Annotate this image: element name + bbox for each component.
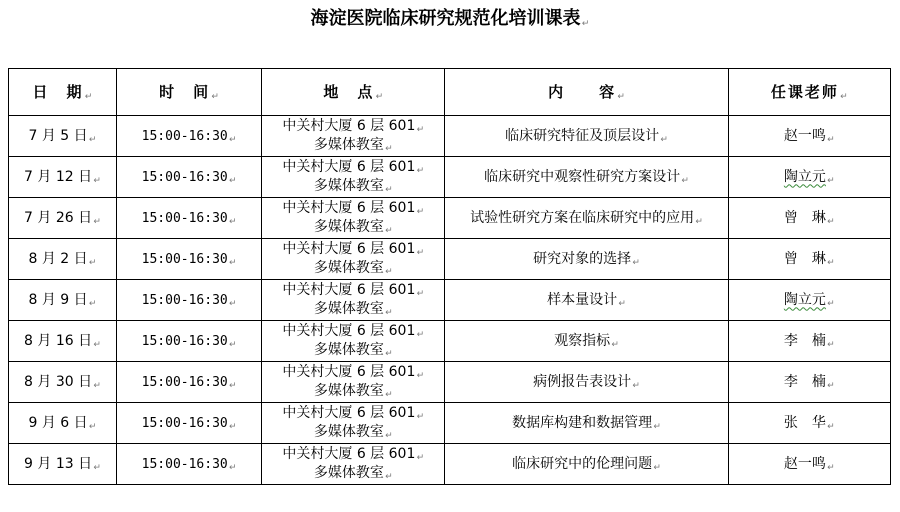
date-cell (9, 239, 117, 280)
content-cell (445, 198, 728, 239)
location-cell (262, 444, 445, 485)
content-text: 试验性研究方案在临床研究中的应用 (470, 209, 695, 226)
paragraph-mark-icon: ↵ (93, 339, 101, 350)
paragraph-mark-icon: ↵ (228, 257, 237, 268)
time-text: 15:00-16:30 (141, 374, 228, 390)
paragraph-mark-icon: ↵ (385, 267, 393, 277)
date-cell (9, 157, 117, 198)
paragraph-mark-icon: ↵ (416, 248, 425, 258)
paragraph-mark-icon: ↵ (660, 134, 668, 145)
location-line1: 中关村大厦 6 层 601 (282, 282, 416, 298)
time-cell (117, 362, 262, 403)
content-text: 数据库构建和数据管理 (512, 414, 653, 431)
content-text: 临床研究中观察性研究方案设计 (484, 168, 681, 185)
date-text: 7 月 26 日 (24, 209, 93, 226)
teacher-text: 曾 琳 (783, 209, 826, 226)
date-text: 7 月 12 日 (24, 168, 93, 185)
table-row (9, 444, 891, 485)
table-row (9, 239, 891, 280)
paragraph-mark-icon: ↵ (211, 91, 219, 102)
time-cell (117, 157, 262, 198)
date-text: 8 月 9 日 (28, 291, 88, 308)
content-cell (445, 239, 728, 280)
paragraph-mark-icon: ↵ (416, 125, 425, 135)
time-cell (117, 280, 262, 321)
paragraph-mark-icon: ↵ (617, 91, 625, 102)
date-text: 9 月 6 日 (28, 414, 88, 431)
location-line1: 中关村大厦 6 层 601 (282, 118, 416, 134)
location-cell (262, 198, 445, 239)
header-content (445, 69, 728, 116)
date-cell (9, 116, 117, 157)
paragraph-mark-icon: ↵ (228, 298, 237, 309)
paragraph-mark-icon: ↵ (653, 421, 661, 432)
paragraph-mark-icon: ↵ (385, 144, 393, 154)
paragraph-mark-icon: ↵ (84, 91, 93, 102)
paragraph-mark-icon: ↵ (416, 207, 425, 217)
location-cell (262, 362, 445, 403)
paragraph-mark-icon: ↵ (228, 462, 237, 473)
paragraph-mark-icon: ↵ (695, 216, 703, 227)
content-text: 研究对象的选择 (533, 250, 632, 267)
teacher-text: 曾 琳 (783, 250, 826, 267)
location-line2: 多媒体教室 (313, 383, 384, 399)
location-cell (262, 157, 445, 198)
teacher-cell (728, 198, 890, 239)
paragraph-mark-icon: ↵ (385, 308, 393, 318)
teacher-cell (728, 157, 890, 198)
content-text: 临床研究中的伦理问题 (512, 455, 653, 472)
content-text: 病例报告表设计 (533, 373, 632, 390)
paragraph-mark-icon: ↵ (93, 380, 101, 391)
table-row (9, 116, 891, 157)
paragraph-mark-icon: ↵ (632, 257, 640, 268)
location-line1: 中关村大厦 6 层 601 (282, 405, 416, 421)
time-cell (117, 444, 262, 485)
header-time-label: 时 间 (159, 82, 211, 101)
content-cell (445, 403, 728, 444)
time-text: 15:00-16:30 (141, 415, 228, 431)
paragraph-mark-icon: ↵ (840, 91, 848, 102)
location-line2: 多媒体教室 (313, 260, 384, 276)
time-text: 15:00-16:30 (141, 456, 228, 472)
time-text: 15:00-16:30 (141, 128, 228, 144)
table-row (9, 198, 891, 239)
date-cell (9, 198, 117, 239)
location-cell (262, 239, 445, 280)
location-line2: 多媒体教室 (313, 301, 384, 317)
paragraph-mark-icon: ↵ (385, 472, 393, 482)
content-cell (445, 362, 728, 403)
paragraph-mark-icon: ↵ (93, 216, 101, 227)
paragraph-mark-icon: ↵ (93, 175, 101, 186)
header-row (9, 69, 891, 116)
time-text: 15:00-16:30 (141, 251, 228, 267)
paragraph-mark-icon: ↵ (385, 431, 393, 441)
location-line2: 多媒体教室 (313, 219, 384, 235)
schedule-table (8, 68, 891, 485)
paragraph-mark-icon: ↵ (228, 134, 237, 145)
location-line2: 多媒体教室 (313, 424, 384, 440)
location-line1: 中关村大厦 6 层 601 (282, 241, 416, 257)
content-text: 观察指标 (554, 332, 611, 349)
location-cell (262, 403, 445, 444)
content-cell (445, 116, 728, 157)
location-line1: 中关村大厦 6 层 601 (282, 323, 416, 339)
paragraph-mark-icon: ↵ (827, 462, 835, 473)
time-text: 15:00-16:30 (141, 210, 228, 226)
content-cell (445, 444, 728, 485)
paragraph-mark-icon: ↵ (416, 412, 425, 422)
paragraph-mark-icon: ↵ (827, 298, 835, 309)
location-line1: 中关村大厦 6 层 601 (282, 200, 416, 216)
content-text: 临床研究特征及顶层设计 (505, 127, 660, 144)
paragraph-mark-icon: ↵ (385, 226, 393, 236)
paragraph-mark-icon: ↵ (88, 421, 97, 432)
location-line1: 中关村大厦 6 层 601 (282, 446, 416, 462)
teacher-text: 李 楠 (783, 373, 826, 390)
paragraph-mark-icon: ↵ (416, 330, 425, 340)
time-cell (117, 403, 262, 444)
time-text: 15:00-16:30 (141, 292, 228, 308)
content-text: 样本量设计 (547, 291, 618, 308)
date-cell (9, 280, 117, 321)
paragraph-mark-icon: ↵ (611, 339, 619, 350)
location-line2: 多媒体教室 (313, 342, 384, 358)
paragraph-mark-icon: ↵ (827, 134, 835, 145)
location-cell (262, 321, 445, 362)
paragraph-mark-icon: ↵ (581, 19, 590, 29)
paragraph-mark-icon: ↵ (375, 91, 384, 102)
header-content-label: 内 容 (548, 82, 617, 101)
teacher-cell (728, 116, 890, 157)
paragraph-mark-icon: ↵ (618, 298, 626, 309)
teacher-cell (728, 362, 890, 403)
location-line2: 多媒体教室 (313, 137, 384, 153)
table-row (9, 403, 891, 444)
time-text: 15:00-16:30 (141, 169, 228, 185)
content-cell (445, 157, 728, 198)
header-date (9, 69, 117, 116)
paragraph-mark-icon: ↵ (681, 175, 689, 186)
page-title (0, 4, 900, 28)
paragraph-mark-icon: ↵ (827, 421, 835, 432)
location-line2: 多媒体教室 (313, 465, 384, 481)
paragraph-mark-icon: ↵ (416, 453, 425, 463)
time-cell (117, 239, 262, 280)
paragraph-mark-icon: ↵ (88, 298, 97, 309)
paragraph-mark-icon: ↵ (827, 216, 835, 227)
teacher-text: 赵一鸣 (783, 455, 826, 472)
paragraph-mark-icon: ↵ (88, 134, 97, 145)
date-text: 8 月 30 日 (24, 373, 93, 390)
paragraph-mark-icon: ↵ (827, 380, 835, 391)
header-location-label: 地 点 (323, 82, 375, 101)
paragraph-mark-icon: ↵ (228, 216, 237, 227)
teacher-cell (728, 280, 890, 321)
date-cell (9, 321, 117, 362)
teacher-cell (728, 239, 890, 280)
date-cell (9, 444, 117, 485)
teacher-text: 张 华 (783, 414, 826, 431)
paragraph-mark-icon: ↵ (632, 380, 640, 391)
header-teacher (728, 69, 890, 116)
table-row (9, 321, 891, 362)
paragraph-mark-icon: ↵ (228, 175, 237, 186)
paragraph-mark-icon: ↵ (228, 339, 237, 350)
location-line2: 多媒体教室 (313, 178, 384, 194)
location-line1: 中关村大厦 6 层 601 (282, 159, 416, 175)
teacher-cell (728, 444, 890, 485)
teacher-text: 陶立元 (783, 291, 826, 308)
table-row (9, 362, 891, 403)
time-text: 15:00-16:30 (141, 333, 228, 349)
paragraph-mark-icon: ↵ (88, 257, 97, 268)
paragraph-mark-icon: ↵ (228, 421, 237, 432)
date-text: 8 月 16 日 (24, 332, 93, 349)
paragraph-mark-icon: ↵ (653, 462, 661, 473)
time-cell (117, 321, 262, 362)
date-text: 9 月 13 日 (24, 455, 93, 472)
paragraph-mark-icon: ↵ (416, 166, 425, 176)
location-line1: 中关村大厦 6 层 601 (282, 364, 416, 380)
table-row (9, 157, 891, 198)
header-date-label: 日 期 (32, 82, 84, 101)
teacher-cell (728, 321, 890, 362)
content-cell (445, 280, 728, 321)
paragraph-mark-icon: ↵ (385, 185, 393, 195)
date-cell (9, 362, 117, 403)
content-cell (445, 321, 728, 362)
location-cell (262, 280, 445, 321)
paragraph-mark-icon: ↵ (827, 339, 835, 350)
paragraph-mark-icon: ↵ (416, 371, 425, 381)
title-text: 海淀医院临床研究规范化培训课表 (310, 8, 581, 29)
table-row (9, 280, 891, 321)
paragraph-mark-icon: ↵ (827, 257, 835, 268)
teacher-text: 李 楠 (783, 332, 826, 349)
date-text: 7 月 5 日 (28, 127, 88, 144)
date-text: 8 月 2 日 (28, 250, 88, 267)
paragraph-mark-icon: ↵ (416, 289, 425, 299)
header-location (262, 69, 445, 116)
paragraph-mark-icon: ↵ (228, 380, 237, 391)
date-cell (9, 403, 117, 444)
location-cell (262, 116, 445, 157)
paragraph-mark-icon: ↵ (827, 175, 835, 186)
paragraph-mark-icon: ↵ (385, 390, 393, 400)
header-teacher-label: 任课老师 (770, 82, 839, 101)
paragraph-mark-icon: ↵ (93, 462, 101, 473)
paragraph-mark-icon: ↵ (385, 349, 393, 359)
teacher-text: 赵一鸣 (783, 127, 826, 144)
time-cell (117, 198, 262, 239)
teacher-text: 陶立元 (783, 168, 826, 185)
teacher-cell (728, 403, 890, 444)
time-cell (117, 116, 262, 157)
header-time (117, 69, 262, 116)
